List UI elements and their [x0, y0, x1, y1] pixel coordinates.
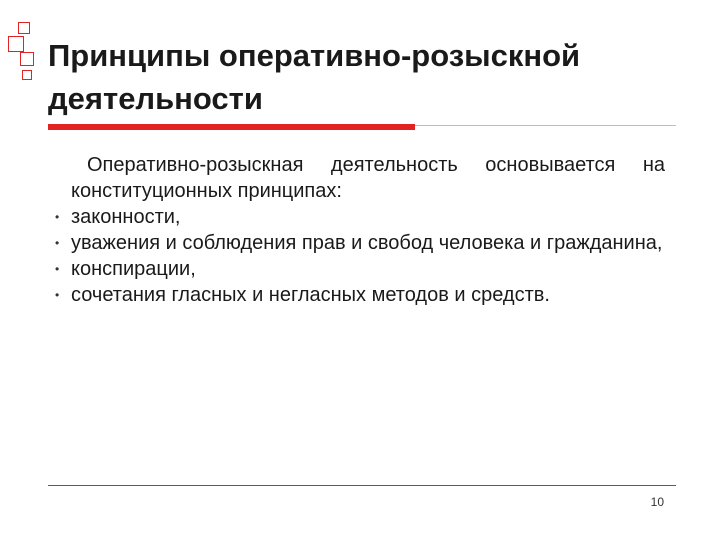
bullet-icon: •: [55, 236, 60, 250]
list-item-text: конспирации,: [71, 258, 196, 280]
slide-body: [55, 152, 665, 308]
title-accent-bar: [48, 124, 415, 130]
decorative-square: [22, 70, 32, 80]
list-item-text: уважения и соблюдения прав и свобод человека и гражданина,: [71, 232, 663, 254]
page-number: 10: [650, 495, 664, 509]
decorative-square: [8, 36, 24, 52]
bullet-icon: •: [55, 210, 60, 224]
bullet-list: [55, 204, 665, 308]
list-item: [55, 204, 665, 230]
decorative-square: [20, 52, 34, 66]
list-item: [55, 230, 665, 256]
decorative-square: [18, 22, 30, 34]
list-item-text: законности,: [71, 206, 181, 228]
list-item: [55, 282, 665, 308]
bullet-icon: •: [55, 262, 60, 276]
slide-title: Принципы оперативно-розыскной деятельности: [48, 38, 581, 116]
intro-paragraph: Оперативно-розыскная деятельность основывается на конституционных принципах:: [71, 154, 665, 202]
list-item-text: сочетания гласных и негласных методов и средств.: [71, 284, 550, 306]
footer-divider: [48, 485, 676, 486]
list-item: [55, 256, 665, 282]
bullet-icon: •: [55, 288, 60, 302]
